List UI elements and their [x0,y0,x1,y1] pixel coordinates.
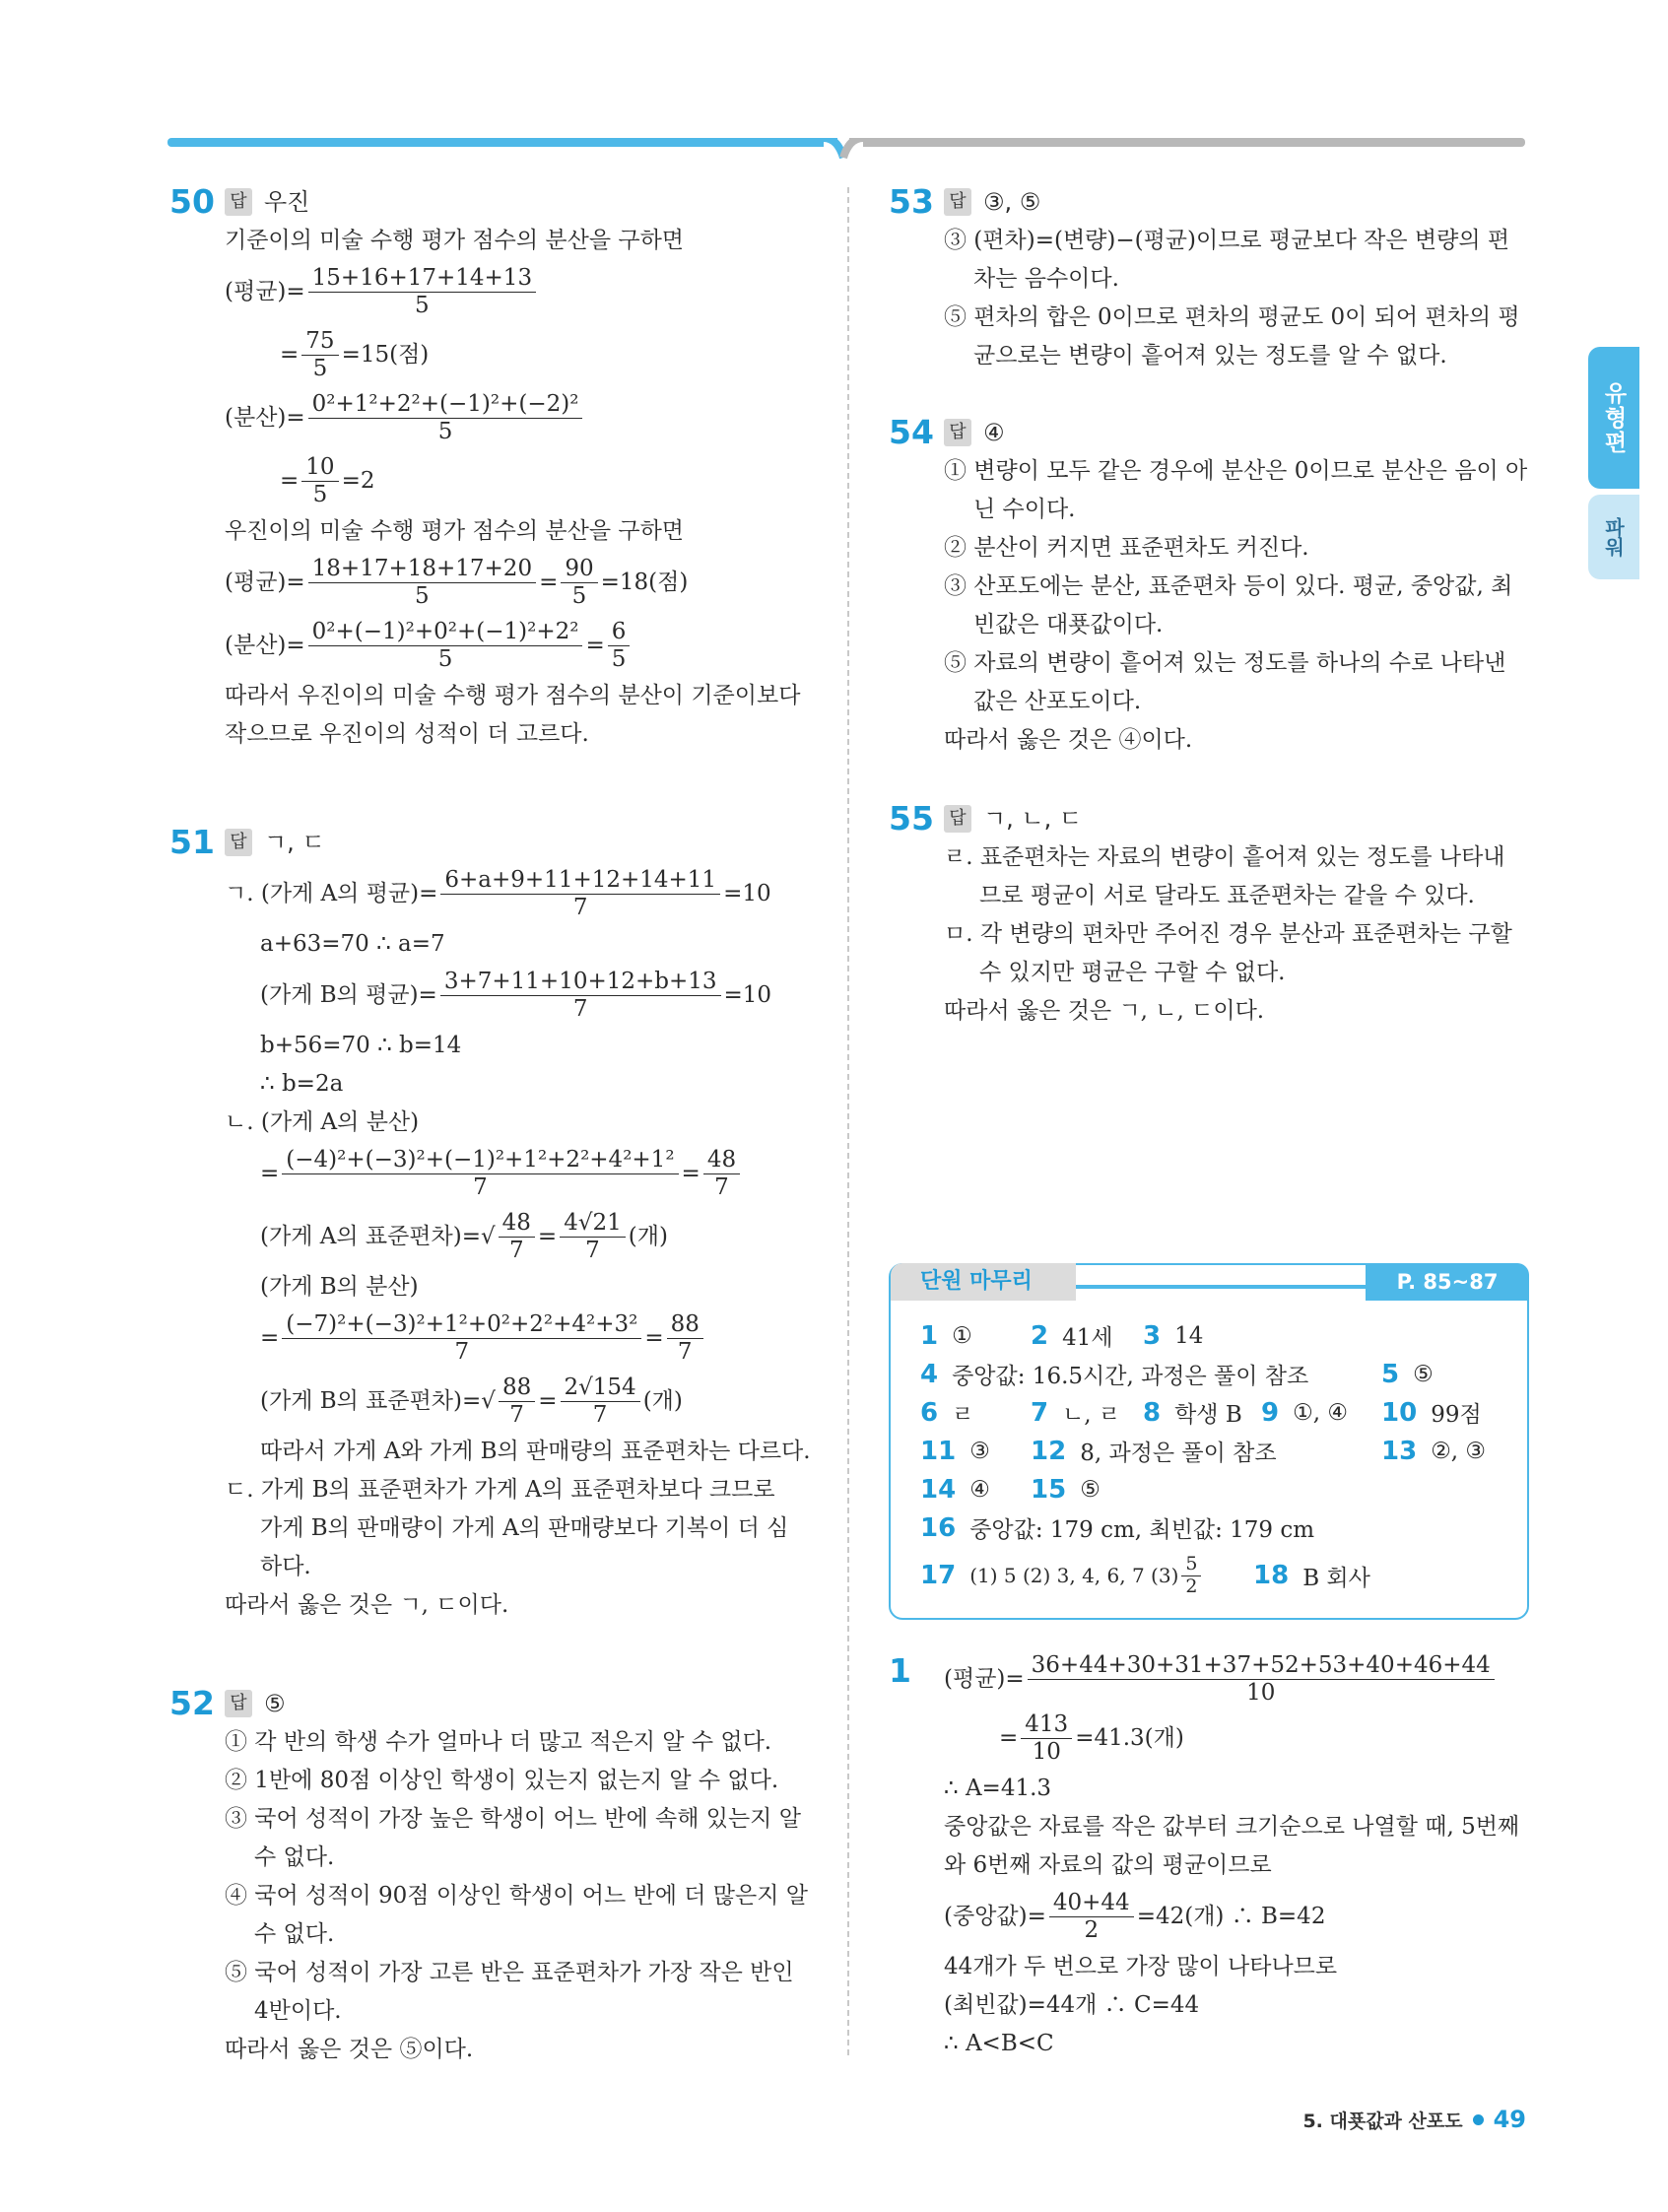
numerator: 2√154 [561,1374,640,1401]
text-line: 44개가 두 번으로 가장 많이 나타나므로 [944,1954,1338,1979]
item-answer: ⑤ [1413,1361,1434,1387]
numerator: 10 [301,454,338,481]
fraction [440,969,721,1022]
item-number: 13 [1381,1436,1418,1466]
math-text: (가게 B의 평균)= [260,981,437,1008]
fraction [1028,1652,1495,1706]
answer-badge: 답 [944,805,971,833]
text-line: 닌 수이다. [973,497,1076,522]
answer-badge: 답 [944,188,971,216]
math-line [225,449,820,512]
numerator: 75 [301,328,338,355]
numerator: 6 [608,619,631,645]
text-line: ㄴ. (가게 A의 분산) [225,1109,420,1135]
text-line: 므로 평균이 서로 달라도 표준편차는 같을 수 있다. [979,883,1475,908]
numerator: 40+44 [1049,1890,1134,1916]
text-line: (가게 B의 분산) [260,1274,419,1300]
math-text: (중앙값)= [944,1903,1046,1929]
solution-body [889,1651,1531,2063]
fraction [282,1147,678,1200]
text-line: 중앙값은 자료를 작은 값부터 크기순으로 나열할 때, 5번째 [944,1814,1520,1840]
answer-text: 우진 [264,187,310,216]
problem-53 [889,182,1531,375]
bullet-dot-icon [1473,2114,1484,2125]
answer-row [920,1316,1507,1355]
fraction [440,867,720,920]
answer-text: ③, ⑤ [983,187,1041,216]
item-number: 5 [1381,1359,1400,1389]
math-text: =2 [341,467,375,494]
text-line: ② 분산이 커지면 표준편차도 커진다. [944,535,1309,561]
answer-text: ⑤ [264,1689,286,1717]
text-line: 수 없다. [254,1921,335,1947]
text-line: 따라서 옳은 것은 ④이다. [944,727,1193,753]
answer-row [920,1470,1507,1508]
text-line: ∴ b=2a [260,1071,344,1097]
numerator: (−4)²+(−3)²+(−1)²+1²+2²+4²+1² [282,1147,678,1173]
math-text: = [999,1724,1019,1751]
math-text: (개) [628,1223,668,1249]
text-line: ⑤ 편차의 합은 0이므로 편차의 평균도 0이 되어 편차의 평 [944,304,1520,330]
item-number: 10 [1381,1397,1418,1428]
math-line [225,1307,820,1370]
denominator: 2 [1185,1575,1198,1597]
problem-51 [169,823,820,1625]
math-line [225,1142,820,1205]
text-line: 차는 음수이다. [973,266,1119,292]
fraction [308,265,536,318]
math-text: =42(개) ∴ B=42 [1136,1903,1326,1929]
item-answer: 99점 [1431,1402,1482,1428]
item-number: 14 [920,1474,957,1505]
denominator: 7 [677,1338,693,1365]
answer-badge: 답 [944,419,971,446]
item-answer: 중앙값: 16.5시간, 과정은 풀이 참조 [952,1364,1309,1389]
fraction [561,1374,640,1428]
numerator: 0²+(−1)²+0²+(−1)²+2² [308,619,583,645]
numerator: 18+17+18+17+20 [308,556,536,582]
problem-55 [889,799,1531,1031]
chapter-title: 5. 대푯값과 산포도 [1302,2110,1463,2132]
denominator: 7 [508,1237,524,1263]
problem-number: 55 [889,799,934,838]
math-line [225,614,820,677]
text-line: 작으므로 우진이의 성적이 더 고르다. [225,721,589,747]
problem-54 [889,413,1531,760]
denominator: 5 [571,582,587,609]
text-line: 값은 산포도이다. [973,689,1142,714]
fraction [667,1311,703,1365]
denominator: 5 [437,418,453,444]
problem-number: 53 [889,182,934,221]
denominator: 5 [437,645,453,672]
numerator: 3+7+11+10+12+b+13 [440,969,721,995]
numerator: 15+16+17+14+13 [308,265,536,292]
answer-text: ㄱ, ㄷ [264,828,325,856]
numerator: 36+44+30+31+37+52+53+40+46+44 [1028,1652,1495,1679]
item-answer: 41세 [1062,1325,1113,1351]
fraction [308,619,583,672]
side-tab-power[interactable]: 파워 [1588,495,1639,579]
answer-line [944,799,1531,838]
math-text: (평균)= [225,569,305,595]
fraction [282,1311,641,1365]
answer-badge: 답 [225,829,252,856]
item-answer: 14 [1174,1322,1204,1349]
denominator: 7 [572,894,588,920]
answer-row [920,1508,1507,1547]
answer-row [920,1547,1507,1604]
answer-line [944,413,1531,452]
math-text: (분산)= [225,404,305,431]
math-text: = [538,1387,558,1414]
text-line: ④ 국어 성적이 90점 이상인 학생이 어느 반에 더 많은지 알 [225,1883,808,1909]
fraction [308,556,536,609]
denominator: 7 [592,1401,608,1428]
right-column [889,182,1531,1031]
item-number: 18 [1253,1561,1290,1590]
text-line: 가게 B의 판매량이 가게 A의 판매량보다 기복이 더 심 [260,1515,789,1541]
answer-text: ④ [983,418,1005,446]
text-line: ㅁ. 각 변량의 편차만 주어진 경우 분산과 표준편차는 구할 [944,921,1512,947]
denominator: 7 [714,1173,729,1200]
math-line [944,1707,1531,1770]
denominator: 7 [473,1173,488,1200]
fraction [703,1147,740,1200]
fraction [608,619,631,672]
math-text: = [539,569,559,595]
problem-number: 52 [169,1684,215,1722]
math-line [225,386,820,449]
text-line: ㄷ. 가게 B의 표준편차가 가게 A의 표준편차보다 크므로 [225,1477,775,1503]
text-line: ⑤ 자료의 변량이 흩어져 있는 정도를 하나의 수로 나타낸 [944,650,1506,676]
item-number: 16 [920,1512,957,1543]
text-line: 따라서 옳은 것은 ⑤이다. [225,2037,474,2062]
answer-line [944,182,1531,222]
denominator: 7 [585,1237,600,1263]
text-line: ③ 국어 성적이 가장 높은 학생이 어느 반에 속해 있는지 알 [225,1806,801,1832]
text-line: 하다. [260,1554,311,1579]
text-line: 기준이의 미술 수행 평가 점수의 분산을 구하면 [225,228,685,253]
problem-number: 50 [169,182,215,221]
item-answer: 중앙값: 179 cm, 최빈값: 179 cm [969,1517,1315,1543]
item-answer: ①, ④ [1293,1399,1348,1426]
math-text: = [280,341,300,368]
numerator: 4√21 [560,1210,626,1237]
fraction [308,391,583,444]
text-line: ① 각 반의 학생 수가 얼마나 더 많고 적은지 알 수 없다. [225,1729,772,1755]
math-text: (평균)= [944,1665,1025,1692]
math-line [225,1205,820,1268]
text-line: ③ (편차)=(변량)−(평균)이므로 평균보다 작은 변량의 편 [944,228,1510,253]
text-line: ∴ A=41.3 [944,1776,1052,1801]
answer-line [225,182,820,222]
item-answer: (1) 5 (2) 3, 4, 6, 7 (3) [969,1564,1179,1587]
problem-52 [169,1684,820,2069]
math-text: = [280,467,300,494]
text-line: ② 1반에 80점 이상인 학생이 있는지 없는지 알 수 없다. [225,1768,779,1793]
math-line [225,964,820,1027]
fraction [560,1210,626,1263]
math-line [225,323,820,386]
text-line: 따라서 가게 A와 가게 B의 판매량의 표준편차는 다르다. [260,1439,811,1464]
item-number: 12 [1031,1436,1067,1466]
math-text: = [644,1324,664,1351]
item-number: 8 [1143,1397,1162,1428]
item-number: 4 [920,1359,939,1389]
denominator: 5 [611,645,627,672]
denominator: 2 [1084,1916,1100,1943]
item-answer: ⑤ [1080,1476,1101,1503]
solution-number: 1 [889,1651,911,1690]
problem-number: 51 [169,823,215,861]
denominator: 7 [509,1401,524,1428]
denominator: 5 [312,355,328,381]
item-number: 2 [1031,1320,1049,1351]
answer-row [920,1432,1507,1470]
item-number: 17 [920,1561,957,1590]
math-line [944,1651,1531,1707]
problem-number: 54 [889,413,934,451]
math-text: = [585,632,605,658]
numerator: 88 [499,1374,535,1401]
math-line [225,862,820,925]
math-text: =10 [723,981,772,1008]
item-answer: ① [952,1322,972,1349]
fraction [1049,1890,1134,1943]
fraction [561,556,597,609]
text-line: ① 변량이 모두 같은 경우에 분산은 0이므로 분산은 음이 아 [944,458,1528,484]
text-line: 따라서 옳은 것은 ㄱ, ㄷ이다. [225,1592,509,1618]
fraction [1021,1711,1072,1765]
math-text: = [537,1223,558,1249]
math-text: (평균)= [225,278,305,304]
math-line [225,551,820,614]
answer-badge: 답 [225,1690,252,1717]
fraction [499,1374,535,1428]
header-bar-right [849,138,1525,147]
text-line: ∴ A<B<C [944,2031,1054,2056]
math-line [225,1370,820,1433]
math-text: =41.3(개) [1075,1724,1184,1751]
solution-1 [889,1651,1531,2063]
header-notch [824,138,863,162]
item-answer: B 회사 [1302,1565,1370,1591]
item-answer: 8, 과정은 풀이 참조 [1080,1441,1277,1466]
item-answer: ④ [969,1476,990,1503]
numerator: 5 [1181,1554,1201,1576]
numerator: 48 [703,1147,740,1173]
text-line: 와 6번째 자료의 값의 평균이므로 [944,1852,1272,1878]
math-text: ㄱ. (가게 A의 평균)= [225,880,438,906]
numerator: 48 [499,1210,535,1237]
side-tab-type-section[interactable]: 유형편 [1588,347,1639,489]
text-line: ③ 산포도에는 분산, 표준편차 등이 있다. 평균, 중앙값, 최 [944,573,1513,599]
text-line: 빈값은 대푯값이다. [973,612,1164,637]
item-number: 3 [1143,1320,1162,1351]
answer-line [225,823,820,862]
numerator: 0²+1²+2²+(−1)²+(−2)² [308,391,583,418]
denominator: 10 [1032,1738,1061,1765]
denominator: 7 [572,995,588,1022]
problem-50 [169,182,820,754]
denominator: 5 [312,481,328,507]
math-text: (가게 A의 표준편차)=√ [260,1223,496,1249]
denominator: 10 [1246,1679,1276,1706]
numerator: 90 [561,556,597,582]
text-line: ⑤ 국어 성적이 가장 고른 반은 표준편차가 가장 작은 반인 [225,1960,794,1985]
item-number: 1 [920,1320,939,1351]
text-line: 우진이의 미술 수행 평가 점수의 분산을 구하면 [225,518,685,544]
denominator: 5 [415,292,430,318]
text-line: 따라서 옳은 것은 ㄱ, ㄴ, ㄷ이다. [944,998,1265,1024]
fraction [301,328,338,381]
text-line: b+56=70 ∴ b=14 [260,1033,462,1058]
text-line: 4반이다. [254,1998,342,2024]
item-number: 6 [920,1397,939,1428]
header-bar-left [167,138,837,147]
item-answer: ②, ③ [1431,1438,1487,1464]
item-answer: ㄹ [952,1402,974,1428]
item-answer: ③ [969,1438,990,1464]
math-text: = [681,1160,701,1186]
text-line: 따라서 우진이의 미술 수행 평가 점수의 분산이 기준이보다 [225,683,801,708]
item-number: 9 [1261,1397,1280,1428]
unit-review-box [889,1263,1529,1620]
text-line: ㄹ. 표준편차는 자료의 변량이 흩어져 있는 정도를 나타내 [944,844,1505,870]
denominator: 5 [415,582,430,609]
item-number: 15 [1031,1474,1067,1505]
fraction [1181,1554,1201,1598]
page-footer [1302,2106,1526,2133]
left-column [169,182,820,2069]
math-line [225,260,820,323]
fraction [499,1210,535,1263]
text-line: 수 없다. [254,1844,335,1870]
text-line: 수 있지만 평균은 구할 수 없다. [979,960,1286,985]
math-text: (가게 B의 표준편차)=√ [260,1387,496,1414]
answer-row [920,1393,1507,1432]
fraction [301,454,338,507]
item-answer: ㄴ, ㄹ [1062,1402,1121,1428]
math-text: =15(점) [341,341,430,368]
answer-row [920,1355,1507,1393]
math-text: (분산)= [225,632,305,658]
math-text: = [260,1324,280,1351]
unit-review-answers [920,1316,1507,1604]
text-line: (최빈값)=44개 ∴ C=44 [944,1992,1200,2018]
answer-badge: 답 [225,188,252,216]
numerator: (−7)²+(−3)²+1²+0²+2²+4²+3² [282,1311,641,1338]
numerator: 6+a+9+11+12+14+11 [440,867,720,894]
unit-review-pages: P. 85~87 [1366,1263,1529,1301]
answer-text: ㄱ, ㄴ, ㄷ [983,804,1083,833]
numerator: 88 [667,1311,703,1338]
unit-review-title: 단원 마무리 [891,1263,1076,1301]
text-line: 균으로는 변량이 흩어져 있는 정도를 알 수 없다. [973,343,1447,369]
item-answer: 학생 B [1174,1402,1242,1428]
answer-line [225,1684,820,1723]
math-line [944,1885,1531,1948]
math-text: =18(점) [600,569,689,595]
math-text: (개) [642,1387,683,1414]
math-text: = [260,1160,280,1186]
item-number: 11 [920,1436,957,1466]
numerator: 413 [1021,1711,1072,1738]
denominator: 7 [454,1338,470,1365]
math-text: =10 [723,880,771,906]
item-number: 7 [1031,1397,1049,1428]
page-number: 49 [1493,2106,1526,2133]
column-divider [847,187,849,2059]
text-line: a+63=70 ∴ a=7 [260,931,445,957]
